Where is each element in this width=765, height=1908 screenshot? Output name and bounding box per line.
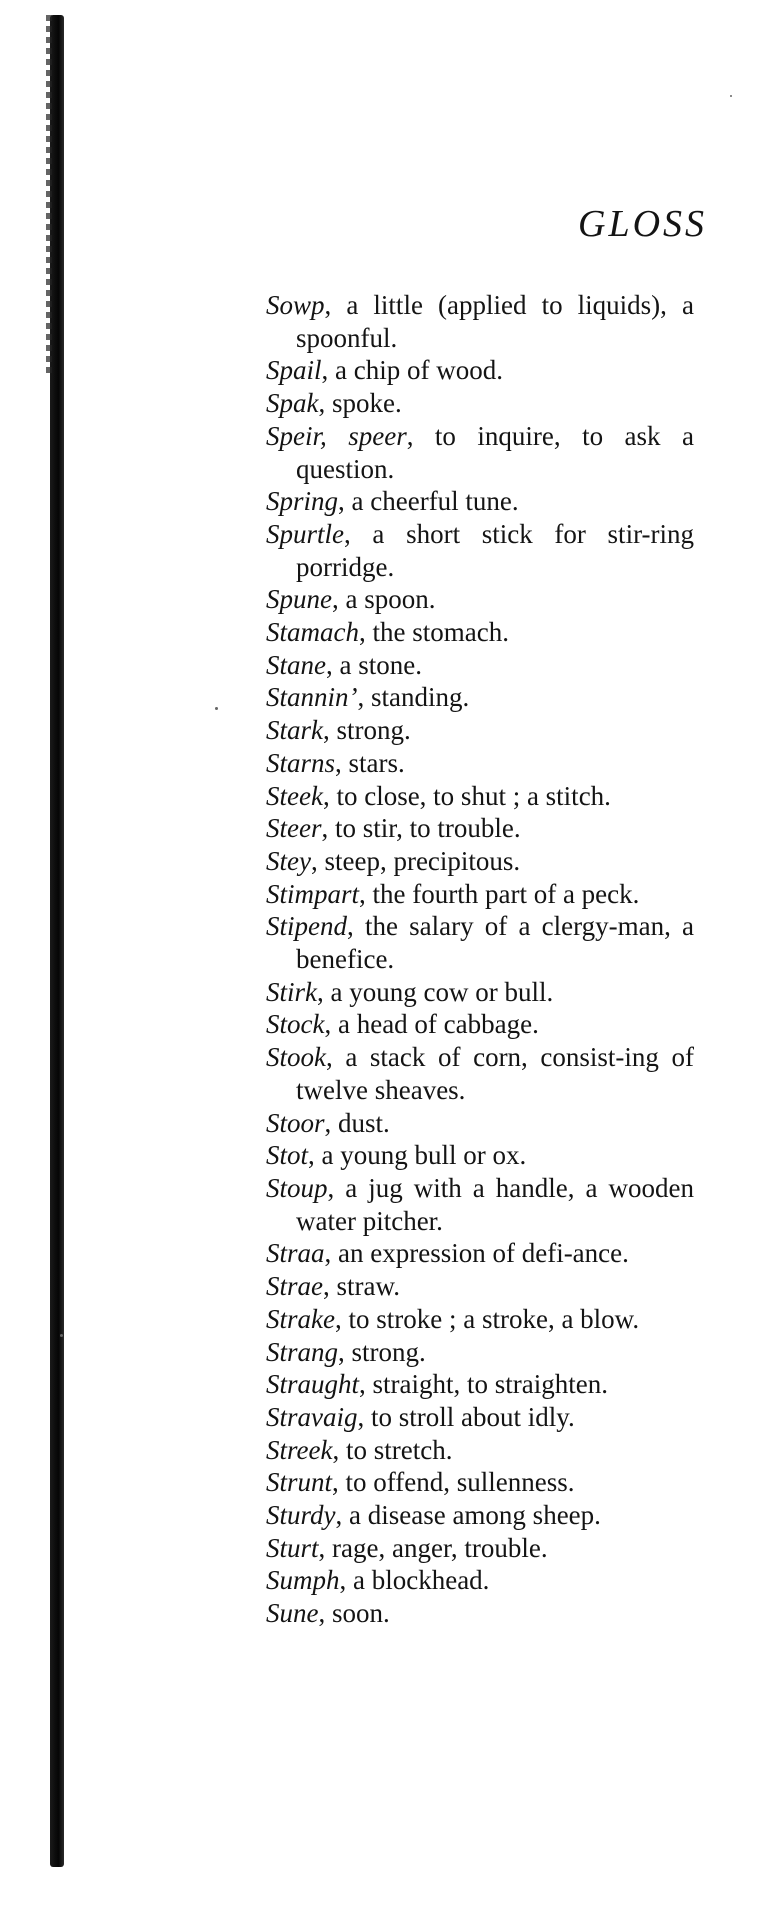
- glossary-entry: [266, 1172, 694, 1237]
- headword: Stoup: [266, 1172, 328, 1203]
- glossary-entry: [266, 714, 694, 747]
- headword: Strake: [266, 1303, 335, 1334]
- headword: Strang: [266, 1336, 339, 1367]
- glossary-entry: [266, 354, 694, 387]
- headword: Sune: [266, 1598, 319, 1629]
- headword: Spak: [266, 388, 319, 419]
- definition: , to inquire, to ask a question.: [296, 420, 694, 484]
- definition: , a head of cabbage.: [324, 1009, 539, 1040]
- headword: Strunt: [266, 1467, 333, 1498]
- glossary-entry: [266, 1041, 694, 1106]
- definition: , to stretch.: [332, 1434, 453, 1465]
- definition: , a little (applied to liquids), a spoonful.: [296, 290, 694, 353]
- headword: Stimpart: [266, 878, 360, 909]
- glossary-entry: [266, 976, 694, 1009]
- headword: Sowp: [266, 290, 325, 320]
- glossary-entry: [266, 289, 694, 354]
- definition: , to stroll about idly.: [357, 1401, 575, 1432]
- definition: , dust.: [324, 1107, 390, 1138]
- paper-speck: [215, 707, 218, 710]
- glossary-entry: [266, 910, 694, 975]
- glossary-entry: [266, 1139, 694, 1172]
- definition: , strong.: [338, 1336, 426, 1367]
- definition: , to close, to shut ; a stitch.: [322, 780, 611, 811]
- headword: Steer: [266, 813, 322, 844]
- glossary-entry: [266, 583, 694, 616]
- headword: Sturdy: [266, 1500, 336, 1531]
- headword: Stannin’: [266, 682, 358, 713]
- glossary-entry: [266, 878, 694, 911]
- definition: , a cheerful tune.: [338, 486, 519, 517]
- definition: , a stone.: [326, 649, 422, 680]
- headword: Steek: [266, 780, 323, 811]
- definition: , to offend, sullenness.: [332, 1467, 575, 1498]
- headword: Spurtle: [266, 518, 344, 549]
- headword: Stock: [266, 1009, 325, 1040]
- glossary-entry: [266, 1499, 694, 1532]
- definition: , strong.: [323, 715, 411, 746]
- glossary-entry: [266, 747, 694, 780]
- definition: , steep, precipitous.: [310, 845, 521, 876]
- definition: , a young cow or bull.: [317, 976, 554, 1007]
- definition: , straw.: [323, 1271, 400, 1302]
- headword: Spune: [266, 584, 332, 615]
- definition: , the salary of a clergy-man, a benefice.: [296, 911, 694, 975]
- headword: Stey: [266, 845, 311, 876]
- glossary-entry: [266, 1597, 694, 1630]
- headword: Stipend: [266, 911, 347, 942]
- definition: , soon.: [318, 1598, 390, 1629]
- definition: , a young bull or ox.: [308, 1140, 527, 1171]
- definition: , a chip of wood.: [321, 355, 503, 386]
- definition: , to stir, to trouble.: [321, 813, 521, 844]
- glossary-entry: [266, 1434, 694, 1467]
- glossary-entry: [266, 1270, 694, 1303]
- definition: , rage, anger, trouble.: [318, 1532, 548, 1563]
- glossary-entry: [266, 387, 694, 420]
- glossary-entry: [266, 518, 694, 583]
- headword: Stirk: [266, 976, 317, 1007]
- headword: Starns: [266, 747, 336, 778]
- definition: , a short stick for stir-ring porridge.: [296, 518, 694, 582]
- glossary-entry: [266, 780, 694, 813]
- glossary-list: [266, 289, 694, 1630]
- glossary-entry: [266, 1107, 694, 1140]
- glossary-entry: [266, 1336, 694, 1369]
- headword: Spring: [266, 486, 339, 517]
- glossary-entry: [266, 1532, 694, 1565]
- glossary-entry: [266, 1368, 694, 1401]
- definition: , straight, to straighten.: [359, 1369, 608, 1400]
- definition: , a disease among sheep.: [335, 1500, 601, 1531]
- glossary-entry: [266, 616, 694, 649]
- definition: , a blockhead.: [339, 1565, 490, 1596]
- glossary-entry: [266, 1237, 694, 1270]
- definition: , stars.: [335, 747, 405, 778]
- definition: , standing.: [357, 682, 470, 713]
- glossary-entry: [266, 1303, 694, 1336]
- definition: , a jug with a handle, a wooden water pitcher.: [296, 1172, 694, 1236]
- headword: Sturt: [266, 1532, 319, 1563]
- glossary-entry: [266, 420, 694, 485]
- headword: Sumph: [266, 1565, 340, 1596]
- headword: Straught: [266, 1369, 360, 1400]
- headword: Stravaig: [266, 1401, 358, 1432]
- definition: , spoke.: [318, 388, 402, 419]
- headword: Stamach: [266, 617, 359, 648]
- headword: Strae: [266, 1271, 323, 1302]
- binding-fray: [46, 15, 52, 375]
- definition: , an expression of defi-ance.: [324, 1238, 629, 1269]
- glossary-entry: [266, 1564, 694, 1597]
- glossary-entry: [266, 1008, 694, 1041]
- glossary-entry: [266, 485, 694, 518]
- definition: , a stack of corn, consist-ing of twelve sheaves.: [296, 1042, 694, 1105]
- glossary-entry: [266, 845, 694, 878]
- headword: Streek: [266, 1434, 333, 1465]
- page-binding-edge: [50, 15, 64, 1867]
- headword: Stook: [266, 1042, 326, 1073]
- definition: , the fourth part of a peck.: [359, 878, 640, 909]
- glossary-entry: [266, 649, 694, 682]
- headword: Stane: [266, 649, 326, 680]
- glossary-entry: [266, 1466, 694, 1499]
- running-head: GLOSS: [578, 203, 708, 245]
- paper-speck: [60, 1334, 63, 1337]
- headword: Stot: [266, 1140, 309, 1171]
- headword: Spail: [266, 355, 322, 386]
- definition: , the stomach.: [358, 617, 509, 648]
- glossary-entry: [266, 681, 694, 714]
- definition: , to stroke ; a stroke, a blow.: [334, 1303, 640, 1334]
- headword: Stark: [266, 715, 323, 746]
- glossary-entry: [266, 812, 694, 845]
- paper-speck: [730, 95, 732, 97]
- glossary-entry: [266, 1401, 694, 1434]
- definition: , a spoon.: [331, 584, 436, 615]
- headword: Stoor: [266, 1107, 325, 1138]
- headword: Straa: [266, 1238, 325, 1269]
- headword: Speir, speer: [266, 420, 407, 451]
